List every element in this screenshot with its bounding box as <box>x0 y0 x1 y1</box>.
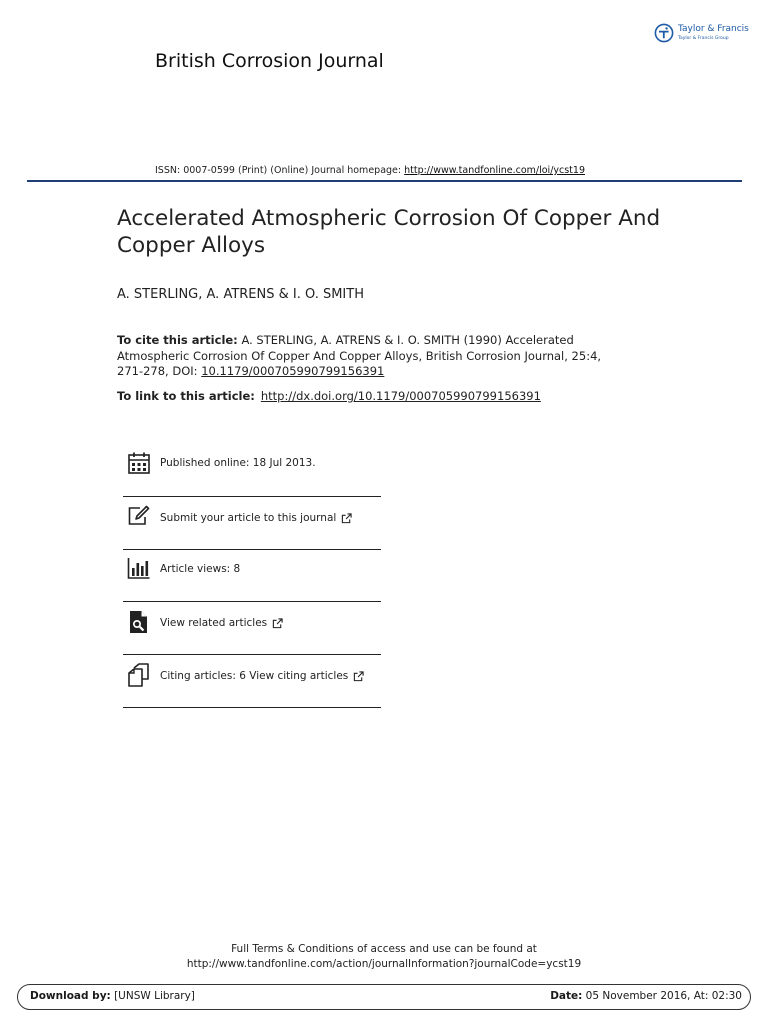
publisher-logo[interactable] <box>654 21 764 47</box>
article-authors: A. STERLING, A. ATRENS & I. O. SMITH <box>117 287 364 302</box>
taylor-francis-logo-icon <box>654 23 674 43</box>
edit-icon <box>127 504 151 528</box>
download-date <box>550 990 742 1002</box>
citing-label: Citing articles: 6 View citing articles <box>160 670 349 682</box>
citation-block <box>117 333 627 380</box>
external-link-icon <box>353 671 364 682</box>
related-row[interactable] <box>123 602 381 655</box>
calendar-icon <box>127 451 151 475</box>
submit-row[interactable] <box>123 497 381 550</box>
publisher-name: Taylor & Francis <box>678 24 749 34</box>
publisher-group: Taylor & Francis Group <box>678 36 729 41</box>
cite-doi-link[interactable]: 10.1179/000705990799156391 <box>201 364 385 378</box>
terms-notice <box>0 942 768 972</box>
journal-homepage-link[interactable]: http://www.tandfonline.com/loi/ycst19 <box>404 165 585 176</box>
header-divider <box>27 180 742 182</box>
related-label: View related articles <box>160 617 268 629</box>
download-by <box>30 990 195 1002</box>
issn-text: ISSN: 0007-0599 (Print) (Online) Journal homepage: <box>155 165 405 176</box>
link-label: To link to this article: <box>117 389 255 403</box>
article-title: Accelerated Atmospheric Corrosion Of Copper And Copper Alloys <box>117 206 661 258</box>
terms-url[interactable]: http://www.tandfonline.com/action/journalInformation?journalCode=ycst19 <box>186 958 582 970</box>
copy-documents-icon <box>127 663 151 687</box>
submit-label: Submit your article to this journal <box>160 512 337 524</box>
citing-articles-link[interactable] <box>160 670 364 682</box>
external-link-icon <box>272 618 283 629</box>
download-label: Download by: <box>30 990 111 1002</box>
published-date: Published online: 18 Jul 2013. <box>160 457 316 469</box>
issn-line <box>155 165 585 176</box>
published-row <box>123 444 381 497</box>
related-articles-link[interactable] <box>160 617 283 629</box>
journal-title: British Corrosion Journal <box>155 50 384 72</box>
search-document-icon <box>127 610 151 634</box>
date-label: Date: <box>550 990 583 1002</box>
bar-chart-icon <box>127 556 151 580</box>
citing-row[interactable] <box>123 655 381 708</box>
article-views: Article views: 8 <box>160 563 241 575</box>
article-doi-link[interactable]: http://dx.doi.org/10.1179/000705990799156391 <box>260 389 541 403</box>
views-row <box>123 550 381 602</box>
submit-link[interactable] <box>160 512 352 524</box>
download-info-bar <box>17 984 751 1010</box>
cite-text: A. STERLING, A. ATRENS & I. O. SMITH (1990) Accelerated Atmospheric Corrosion Of Copper And Copper Alloys, British Corrosion Journal, 25:4, 271-278, DOI: <box>117 333 602 378</box>
external-link-icon <box>341 513 352 524</box>
date-value: 05 November 2016, At: 02:30 <box>582 990 742 1002</box>
download-value: [UNSW Library] <box>110 990 195 1002</box>
article-link-block <box>117 389 541 403</box>
terms-line-1: Full Terms & Conditions of access and use can be found at <box>231 943 537 955</box>
cite-label: To cite this article: <box>117 333 238 347</box>
